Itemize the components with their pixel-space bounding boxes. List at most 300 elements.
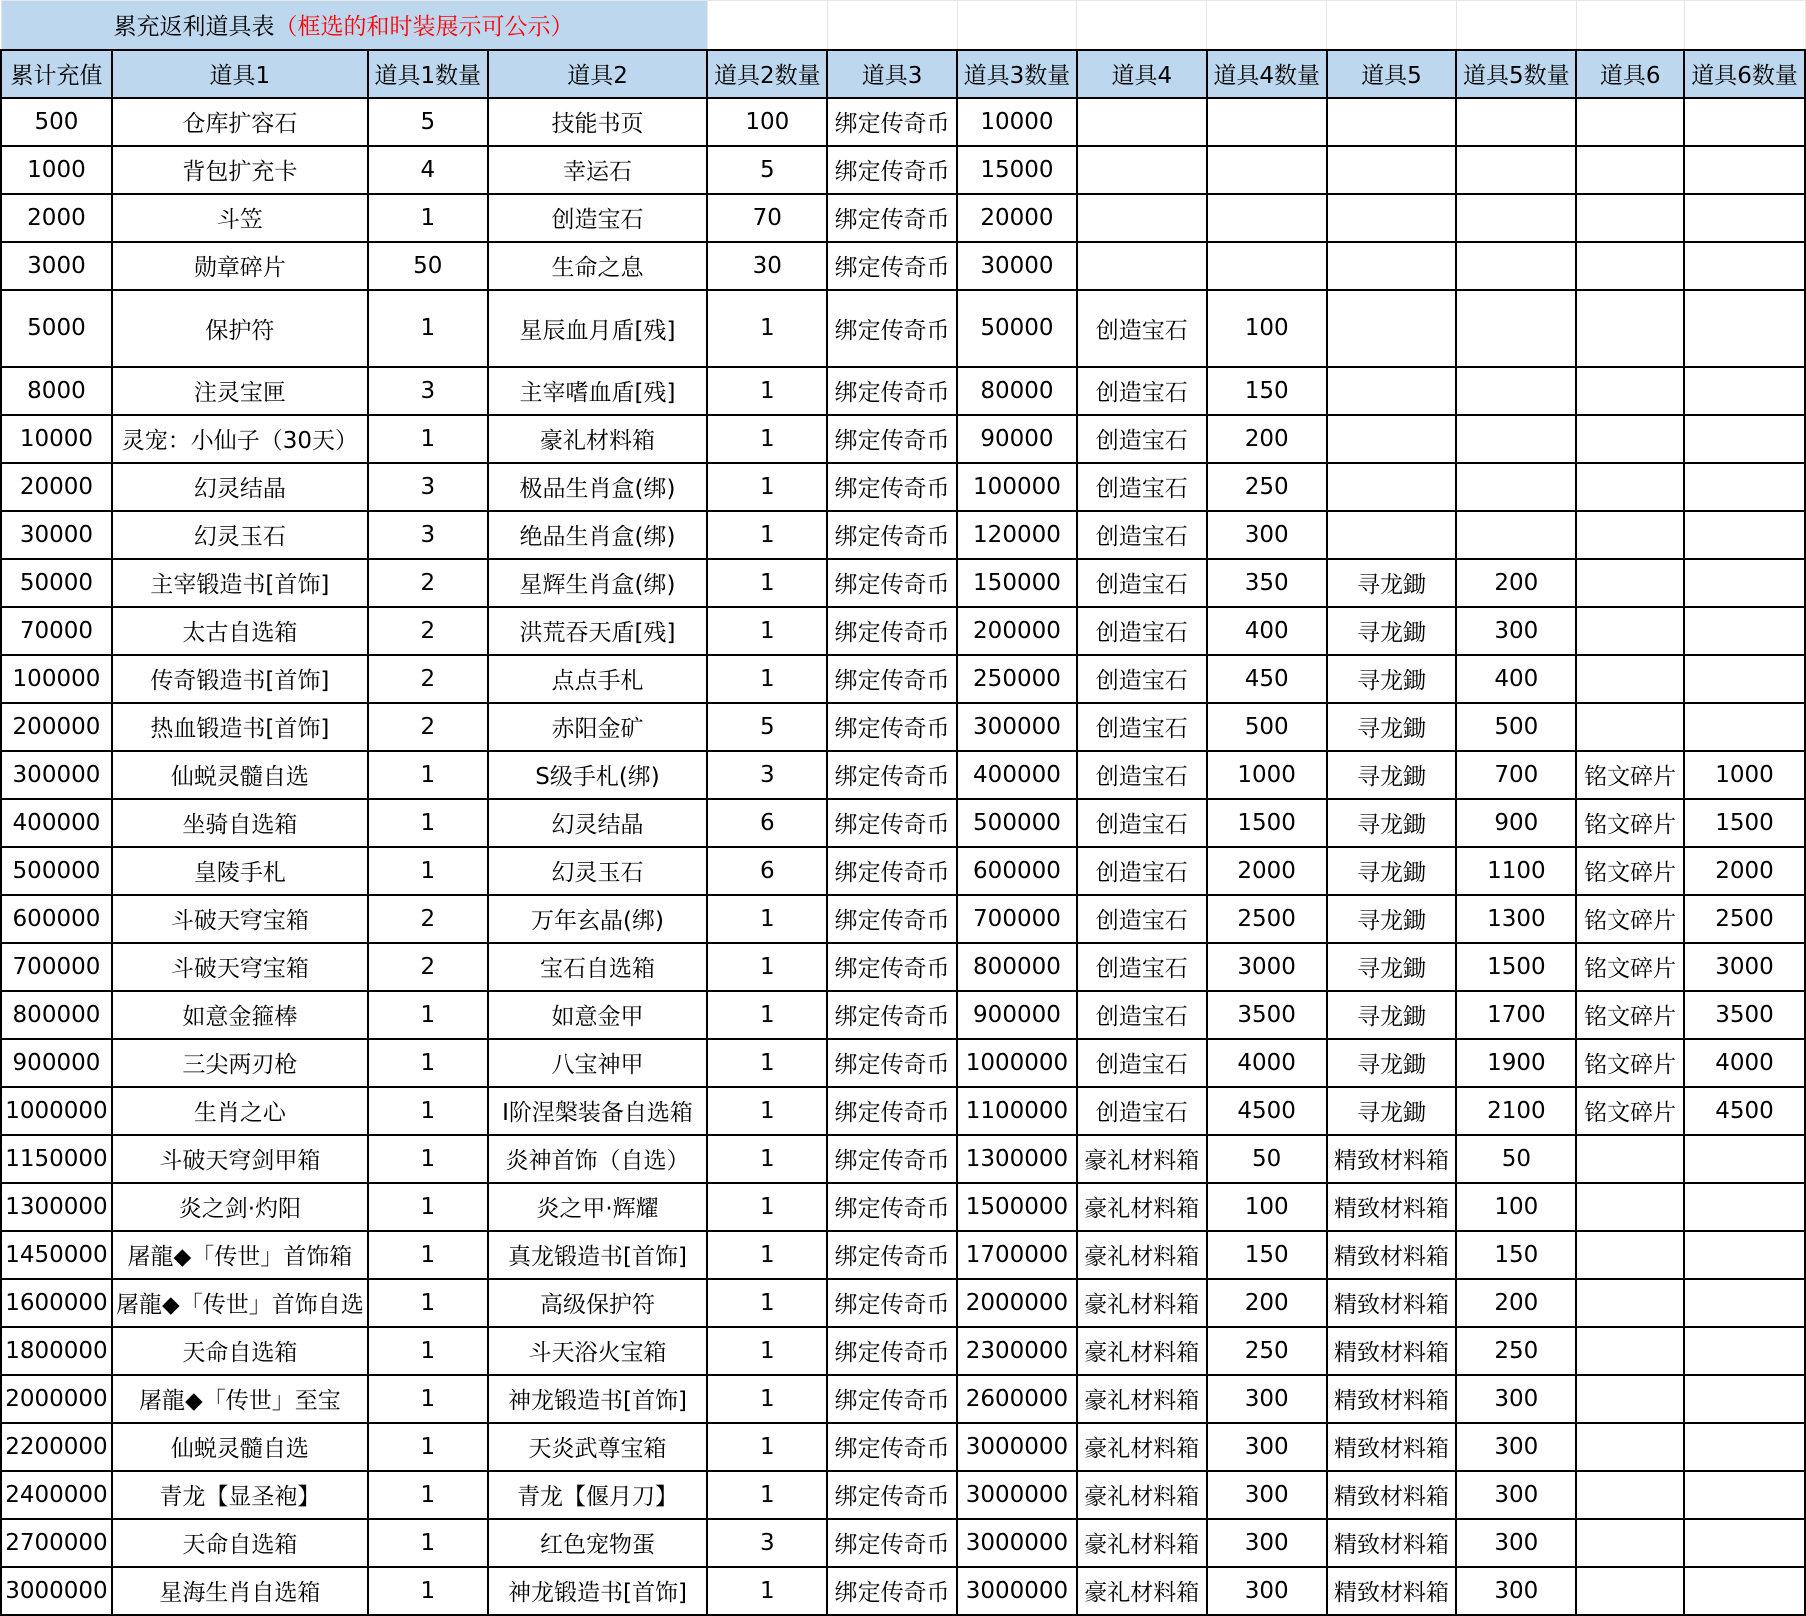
table-cell[interactable]: 主宰嗜血盾[残]	[488, 367, 708, 415]
table-cell[interactable]: 2300000	[957, 1327, 1077, 1375]
table-cell[interactable]: 500	[1207, 703, 1327, 751]
table-cell[interactable]	[1576, 703, 1684, 751]
table-cell[interactable]	[1456, 463, 1576, 511]
table-cell[interactable]: 绑定传奇币	[827, 895, 957, 943]
table-cell[interactable]: 幻灵结晶	[488, 799, 708, 847]
table-cell[interactable]: 1	[368, 799, 488, 847]
table-cell[interactable]: 300	[1456, 607, 1576, 655]
table-cell[interactable]	[1684, 1135, 1805, 1183]
table-cell[interactable]: 6	[707, 799, 827, 847]
table-cell[interactable]: 1800000	[1, 1327, 112, 1375]
table-cell[interactable]: 1	[707, 991, 827, 1039]
table-cell[interactable]: 八宝神甲	[488, 1039, 708, 1087]
table-cell[interactable]	[1327, 511, 1457, 559]
table-cell[interactable]: 绑定传奇币	[827, 242, 957, 290]
table-cell[interactable]: 寻龙鋤	[1327, 991, 1457, 1039]
table-cell[interactable]: 创造宝石	[1077, 655, 1207, 703]
table-cell[interactable]: 幸运石	[488, 146, 708, 194]
table-cell[interactable]: 主宰锻造书[首饰]	[112, 559, 368, 607]
table-cell[interactable]: 豪礼材料箱	[488, 415, 708, 463]
table-cell[interactable]: 精致材料箱	[1327, 1279, 1457, 1327]
table-cell[interactable]: 绝品生肖盒(绑)	[488, 511, 708, 559]
table-cell[interactable]: 1300	[1456, 895, 1576, 943]
table-cell[interactable]: 800000	[1, 991, 112, 1039]
table-cell[interactable]: 900000	[957, 991, 1077, 1039]
table-cell[interactable]: 1	[368, 290, 488, 367]
table-cell[interactable]: 2000000	[957, 1279, 1077, 1327]
table-cell[interactable]: 1500	[1684, 799, 1805, 847]
table-cell[interactable]: 创造宝石	[1077, 703, 1207, 751]
table-cell[interactable]: 豪礼材料箱	[1077, 1567, 1207, 1615]
table-cell[interactable]: 1000	[1207, 751, 1327, 799]
table-cell[interactable]: 豪礼材料箱	[1077, 1231, 1207, 1279]
table-cell[interactable]: 300	[1207, 1423, 1327, 1471]
table-cell[interactable]	[1684, 98, 1805, 146]
table-cell[interactable]: 200	[1207, 415, 1327, 463]
table-cell[interactable]: 1	[707, 1423, 827, 1471]
table-cell[interactable]: 铭文碎片	[1576, 847, 1684, 895]
table-cell[interactable]: 1	[368, 1279, 488, 1327]
header-cell[interactable]: 道具2数量	[707, 50, 827, 98]
table-cell[interactable]: 热血锻造书[首饰]	[112, 703, 368, 751]
table-cell[interactable]	[1077, 146, 1207, 194]
table-cell[interactable]: 10000	[1, 415, 112, 463]
table-cell[interactable]: 寻龙鋤	[1327, 607, 1457, 655]
table-cell[interactable]	[1576, 146, 1684, 194]
table-cell[interactable]: 铭文碎片	[1576, 991, 1684, 1039]
table-cell[interactable]: 1	[368, 751, 488, 799]
table-cell[interactable]	[1576, 1135, 1684, 1183]
table-cell[interactable]: 400	[1456, 655, 1576, 703]
table-cell[interactable]: 100	[1207, 1183, 1327, 1231]
table-cell[interactable]: 生肖之心	[112, 1087, 368, 1135]
table-cell[interactable]: 如意金甲	[488, 991, 708, 1039]
table-cell[interactable]: 50	[1207, 1135, 1327, 1183]
table-cell[interactable]: 1	[707, 1135, 827, 1183]
table-cell[interactable]: 1	[707, 1279, 827, 1327]
table-cell[interactable]: 幻灵结晶	[112, 463, 368, 511]
table-cell[interactable]: 绑定传奇币	[827, 1567, 957, 1615]
table-cell[interactable]: 2	[368, 895, 488, 943]
table-cell[interactable]: 铭文碎片	[1576, 943, 1684, 991]
table-cell[interactable]: 10000	[957, 98, 1077, 146]
table-cell[interactable]: 绑定传奇币	[827, 607, 957, 655]
table-cell[interactable]: 5	[707, 146, 827, 194]
table-cell[interactable]: 2	[368, 703, 488, 751]
empty-cell[interactable]	[957, 1, 1077, 50]
table-cell[interactable]: 绑定传奇币	[827, 367, 957, 415]
empty-cell[interactable]	[1684, 1, 1805, 50]
table-cell[interactable]: 创造宝石	[1077, 607, 1207, 655]
table-cell[interactable]: 1	[707, 607, 827, 655]
table-cell[interactable]	[1684, 463, 1805, 511]
table-cell[interactable]: 1700	[1456, 991, 1576, 1039]
table-cell[interactable]: 屠龍◆「传世」首饰自选	[112, 1279, 368, 1327]
table-cell[interactable]: 斗破天穹宝箱	[112, 943, 368, 991]
table-cell[interactable]: 1150000	[1, 1135, 112, 1183]
table-cell[interactable]: 3000	[1, 242, 112, 290]
table-cell[interactable]: 150000	[957, 559, 1077, 607]
table-cell[interactable]: 2400000	[1, 1471, 112, 1519]
table-cell[interactable]: 创造宝石	[1077, 1039, 1207, 1087]
table-cell[interactable]	[1684, 1423, 1805, 1471]
table-cell[interactable]: 30000	[1, 511, 112, 559]
table-cell[interactable]: 创造宝石	[1077, 511, 1207, 559]
table-cell[interactable]: S级手札(绑)	[488, 751, 708, 799]
table-cell[interactable]: 绑定传奇币	[827, 1327, 957, 1375]
table-cell[interactable]: 点点手札	[488, 655, 708, 703]
table-cell[interactable]: 3000	[1684, 943, 1805, 991]
table-cell[interactable]: 1	[368, 1087, 488, 1135]
table-cell[interactable]: 创造宝石	[1077, 415, 1207, 463]
table-cell[interactable]: 400000	[957, 751, 1077, 799]
table-cell[interactable]: 300	[1207, 1567, 1327, 1615]
table-cell[interactable]: 绑定传奇币	[827, 1279, 957, 1327]
table-cell[interactable]: 4000	[1684, 1039, 1805, 1087]
table-cell[interactable]	[1576, 1375, 1684, 1423]
table-cell[interactable]: 精致材料箱	[1327, 1327, 1457, 1375]
table-cell[interactable]: 绑定传奇币	[827, 1231, 957, 1279]
table-cell[interactable]: 1	[707, 1087, 827, 1135]
table-cell[interactable]: 100	[1456, 1183, 1576, 1231]
table-cell[interactable]	[1327, 98, 1457, 146]
table-cell[interactable]: 100	[1207, 290, 1327, 367]
table-cell[interactable]: 2700000	[1, 1519, 112, 1567]
table-cell[interactable]: 绑定传奇币	[827, 463, 957, 511]
table-cell[interactable]: 高级保护符	[488, 1279, 708, 1327]
table-cell[interactable]: 斗破天穹宝箱	[112, 895, 368, 943]
header-cell[interactable]: 道具3	[827, 50, 957, 98]
table-cell[interactable]	[1684, 1519, 1805, 1567]
table-cell[interactable]: 1	[707, 1471, 827, 1519]
table-cell[interactable]: 铭文碎片	[1576, 799, 1684, 847]
table-cell[interactable]: 寻龙鋤	[1327, 1039, 1457, 1087]
table-cell[interactable]: 1	[707, 1039, 827, 1087]
table-cell[interactable]: 寻龙鋤	[1327, 943, 1457, 991]
table-cell[interactable]: 1000	[1684, 751, 1805, 799]
table-cell[interactable]: 200	[1207, 1279, 1327, 1327]
table-cell[interactable]: 2600000	[957, 1375, 1077, 1423]
table-cell[interactable]: 太古自选箱	[112, 607, 368, 655]
table-cell[interactable]: 500000	[1, 847, 112, 895]
table-cell[interactable]: 500	[1456, 703, 1576, 751]
table-cell[interactable]: 2500	[1207, 895, 1327, 943]
table-cell[interactable]: 1450000	[1, 1231, 112, 1279]
table-cell[interactable]	[1684, 1231, 1805, 1279]
table-cell[interactable]: 2000	[1, 194, 112, 242]
header-cell[interactable]: 道具4数量	[1207, 50, 1327, 98]
table-cell[interactable]: 寻龙鋤	[1327, 847, 1457, 895]
header-cell[interactable]: 道具4	[1077, 50, 1207, 98]
table-cell[interactable]: 寻龙鋤	[1327, 751, 1457, 799]
empty-cell[interactable]	[1456, 1, 1576, 50]
table-cell[interactable]: 坐骑自选箱	[112, 799, 368, 847]
header-cell[interactable]: 道具3数量	[957, 50, 1077, 98]
table-cell[interactable]: 3500	[1684, 991, 1805, 1039]
table-cell[interactable]: 豪礼材料箱	[1077, 1423, 1207, 1471]
table-cell[interactable]: 创造宝石	[1077, 943, 1207, 991]
table-cell[interactable]: 250	[1207, 463, 1327, 511]
table-cell[interactable]: 20000	[1, 463, 112, 511]
table-cell[interactable]: 创造宝石	[1077, 367, 1207, 415]
table-cell[interactable]: 3000000	[957, 1567, 1077, 1615]
table-cell[interactable]: 300	[1456, 1567, 1576, 1615]
table-cell[interactable]: 300	[1456, 1375, 1576, 1423]
table-cell[interactable]: 精致材料箱	[1327, 1183, 1457, 1231]
table-cell[interactable]: 6	[707, 847, 827, 895]
table-cell[interactable]: 1	[368, 991, 488, 1039]
table-cell[interactable]	[1576, 415, 1684, 463]
table-cell[interactable]: 1	[368, 1135, 488, 1183]
header-cell[interactable]: 道具1数量	[368, 50, 488, 98]
header-cell[interactable]: 道具1	[112, 50, 368, 98]
table-cell[interactable]	[1327, 463, 1457, 511]
table-cell[interactable]: 神龙锻造书[首饰]	[488, 1567, 708, 1615]
table-cell[interactable]: 1	[707, 290, 827, 367]
table-cell[interactable]: 豪礼材料箱	[1077, 1519, 1207, 1567]
table-cell[interactable]: 5000	[1, 290, 112, 367]
table-cell[interactable]: 绑定传奇币	[827, 1423, 957, 1471]
table-cell[interactable]: 幻灵玉石	[488, 847, 708, 895]
table-cell[interactable]: 斗天浴火宝箱	[488, 1327, 708, 1375]
table-cell[interactable]: 绑定传奇币	[827, 1519, 957, 1567]
table-cell[interactable]	[1207, 194, 1327, 242]
table-cell[interactable]: 绑定传奇币	[827, 703, 957, 751]
table-cell[interactable]: 皇陵手札	[112, 847, 368, 895]
table-cell[interactable]: 三尖两刃枪	[112, 1039, 368, 1087]
table-cell[interactable]: 1	[368, 1519, 488, 1567]
table-cell[interactable]: 仓库扩容石	[112, 98, 368, 146]
table-cell[interactable]: 900	[1456, 799, 1576, 847]
table-cell[interactable]: 120000	[957, 511, 1077, 559]
table-cell[interactable]: 2200000	[1, 1423, 112, 1471]
table-cell[interactable]: 青龙【偃月刀】	[488, 1471, 708, 1519]
table-cell[interactable]: 屠龍◆「传世」至宝	[112, 1375, 368, 1423]
table-cell[interactable]: 1	[707, 1375, 827, 1423]
table-cell[interactable]: 绑定传奇币	[827, 1087, 957, 1135]
table-cell[interactable]: 精致材料箱	[1327, 1375, 1457, 1423]
table-cell[interactable]: 3000000	[957, 1423, 1077, 1471]
table-cell[interactable]: 1	[707, 895, 827, 943]
table-cell[interactable]: 豪礼材料箱	[1077, 1327, 1207, 1375]
table-cell[interactable]: 炎之甲·辉耀	[488, 1183, 708, 1231]
table-cell[interactable]: 300	[1456, 1471, 1576, 1519]
header-cell[interactable]: 道具6	[1576, 50, 1684, 98]
table-cell[interactable]	[1684, 367, 1805, 415]
table-cell[interactable]: 1000	[1, 146, 112, 194]
table-cell[interactable]: 400	[1207, 607, 1327, 655]
table-cell[interactable]: 400000	[1, 799, 112, 847]
empty-cell[interactable]	[1327, 1, 1457, 50]
table-cell[interactable]: 600000	[1, 895, 112, 943]
table-cell[interactable]: 绑定传奇币	[827, 290, 957, 367]
table-cell[interactable]	[1576, 1519, 1684, 1567]
table-cell[interactable]: 1	[368, 1567, 488, 1615]
table-cell[interactable]: 900000	[1, 1039, 112, 1087]
table-cell[interactable]: 3000	[1207, 943, 1327, 991]
table-cell[interactable]: 150	[1456, 1231, 1576, 1279]
table-cell[interactable]: 精致材料箱	[1327, 1567, 1457, 1615]
table-cell[interactable]: 1700000	[957, 1231, 1077, 1279]
table-cell[interactable]	[1456, 146, 1576, 194]
table-cell[interactable]: 铭文碎片	[1576, 1039, 1684, 1087]
table-cell[interactable]: 30	[707, 242, 827, 290]
table-cell[interactable]: 洪荒吞天盾[残]	[488, 607, 708, 655]
table-cell[interactable]: 300	[1207, 1471, 1327, 1519]
table-cell[interactable]: 屠龍◆「传世」首饰箱	[112, 1231, 368, 1279]
table-cell[interactable]	[1576, 1183, 1684, 1231]
table-cell[interactable]: 3	[368, 367, 488, 415]
table-cell[interactable]: 绑定传奇币	[827, 98, 957, 146]
table-cell[interactable]	[1576, 655, 1684, 703]
table-cell[interactable]: 注灵宝匣	[112, 367, 368, 415]
table-cell[interactable]: 绑定传奇币	[827, 799, 957, 847]
table-cell[interactable]: 2	[368, 655, 488, 703]
table-cell[interactable]	[1576, 463, 1684, 511]
table-cell[interactable]	[1576, 1423, 1684, 1471]
table-cell[interactable]: 3000000	[1, 1567, 112, 1615]
table-cell[interactable]: 1100000	[957, 1087, 1077, 1135]
table-cell[interactable]: 绑定传奇币	[827, 559, 957, 607]
table-cell[interactable]: 200000	[1, 703, 112, 751]
table-cell[interactable]: 创造宝石	[1077, 559, 1207, 607]
table-cell[interactable]: 1300000	[1, 1183, 112, 1231]
table-cell[interactable]: 创造宝石	[1077, 799, 1207, 847]
table-cell[interactable]: 100	[707, 98, 827, 146]
table-cell[interactable]: 500	[1, 98, 112, 146]
empty-cell[interactable]	[827, 1, 957, 50]
table-cell[interactable]: 1	[707, 943, 827, 991]
table-cell[interactable]: 绑定传奇币	[827, 991, 957, 1039]
table-cell[interactable]: 4500	[1684, 1087, 1805, 1135]
table-cell[interactable]: 3	[707, 1519, 827, 1567]
table-cell[interactable]: 1	[368, 1423, 488, 1471]
table-cell[interactable]	[1684, 242, 1805, 290]
table-cell[interactable]	[1077, 242, 1207, 290]
table-cell[interactable]: 100000	[1, 655, 112, 703]
table-cell[interactable]: 200000	[957, 607, 1077, 655]
table-cell[interactable]: 1900	[1456, 1039, 1576, 1087]
table-cell[interactable]: 铭文碎片	[1576, 751, 1684, 799]
table-cell[interactable]: 3500	[1207, 991, 1327, 1039]
table-cell[interactable]: 800000	[957, 943, 1077, 991]
table-cell[interactable]: 5	[707, 703, 827, 751]
table-cell[interactable]: 绑定传奇币	[827, 847, 957, 895]
table-cell[interactable]: 宝石自选箱	[488, 943, 708, 991]
empty-cell[interactable]	[1207, 1, 1327, 50]
table-cell[interactable]	[1576, 194, 1684, 242]
table-cell[interactable]: 精致材料箱	[1327, 1519, 1457, 1567]
table-cell[interactable]: 青龙【显圣袍】	[112, 1471, 368, 1519]
table-cell[interactable]: 绑定传奇币	[827, 511, 957, 559]
table-cell[interactable]: 绑定传奇币	[827, 1471, 957, 1519]
sheet-title-cell[interactable]	[1, 1, 707, 50]
table-cell[interactable]: 150	[1207, 1231, 1327, 1279]
table-cell[interactable]: 1500000	[957, 1183, 1077, 1231]
table-cell[interactable]: 1000000	[1, 1087, 112, 1135]
table-cell[interactable]	[1207, 98, 1327, 146]
table-cell[interactable]: 1	[707, 1183, 827, 1231]
table-cell[interactable]	[1456, 98, 1576, 146]
table-cell[interactable]: 生命之息	[488, 242, 708, 290]
table-cell[interactable]: 1	[707, 655, 827, 703]
table-cell[interactable]: 赤阳金矿	[488, 703, 708, 751]
table-cell[interactable]: 300	[1207, 511, 1327, 559]
table-cell[interactable]: 技能书页	[488, 98, 708, 146]
table-cell[interactable]: 1	[707, 1567, 827, 1615]
table-cell[interactable]: 精致材料箱	[1327, 1231, 1457, 1279]
header-cell[interactable]: 道具5	[1327, 50, 1457, 98]
table-cell[interactable]	[1576, 511, 1684, 559]
table-cell[interactable]: 寻龙鋤	[1327, 559, 1457, 607]
table-cell[interactable]: 灵宠：小仙子（30天）	[112, 415, 368, 463]
table-cell[interactable]	[1684, 1471, 1805, 1519]
table-cell[interactable]	[1684, 1279, 1805, 1327]
table-cell[interactable]: 1100	[1456, 847, 1576, 895]
table-cell[interactable]: 50	[1456, 1135, 1576, 1183]
table-cell[interactable]	[1684, 655, 1805, 703]
table-cell[interactable]: 250	[1207, 1327, 1327, 1375]
table-cell[interactable]: 斗笠	[112, 194, 368, 242]
table-cell[interactable]: 星辉生肖盒(绑)	[488, 559, 708, 607]
table-cell[interactable]: 仙蜕灵髓自选	[112, 751, 368, 799]
empty-cell[interactable]	[707, 1, 827, 50]
empty-cell[interactable]	[1576, 1, 1684, 50]
table-cell[interactable]: 1	[368, 1183, 488, 1231]
table-cell[interactable]	[1576, 98, 1684, 146]
table-cell[interactable]: 豪礼材料箱	[1077, 1183, 1207, 1231]
table-cell[interactable]: 1	[707, 1231, 827, 1279]
table-cell[interactable]: 万年玄晶(绑)	[488, 895, 708, 943]
table-cell[interactable]: 15000	[957, 146, 1077, 194]
table-cell[interactable]	[1576, 1279, 1684, 1327]
empty-cell[interactable]	[1077, 1, 1207, 50]
table-cell[interactable]: 铭文碎片	[1576, 1087, 1684, 1135]
table-cell[interactable]: 3	[368, 463, 488, 511]
table-cell[interactable]: 3	[707, 751, 827, 799]
table-cell[interactable]: 300	[1207, 1375, 1327, 1423]
table-cell[interactable]: 350	[1207, 559, 1327, 607]
table-cell[interactable]: 30000	[957, 242, 1077, 290]
table-cell[interactable]: 20000	[957, 194, 1077, 242]
table-cell[interactable]: 90000	[957, 415, 1077, 463]
table-cell[interactable]: 1	[707, 559, 827, 607]
table-cell[interactable]: 豪礼材料箱	[1077, 1375, 1207, 1423]
table-cell[interactable]: 4000	[1207, 1039, 1327, 1087]
table-cell[interactable]	[1684, 559, 1805, 607]
table-cell[interactable]	[1684, 1567, 1805, 1615]
table-cell[interactable]	[1576, 290, 1684, 367]
table-cell[interactable]: 2	[368, 559, 488, 607]
table-cell[interactable]: Ⅰ阶涅槃装备自选箱	[488, 1087, 708, 1135]
table-cell[interactable]: 仙蜕灵髓自选	[112, 1423, 368, 1471]
table-cell[interactable]: 1000000	[957, 1039, 1077, 1087]
table-cell[interactable]: 炎之剑·灼阳	[112, 1183, 368, 1231]
table-cell[interactable]: 绑定传奇币	[827, 146, 957, 194]
table-cell[interactable]: 创造宝石	[488, 194, 708, 242]
table-cell[interactable]: 2000	[1684, 847, 1805, 895]
table-cell[interactable]	[1456, 511, 1576, 559]
table-cell[interactable]	[1077, 194, 1207, 242]
table-cell[interactable]: 3000000	[957, 1519, 1077, 1567]
header-cell[interactable]: 道具2	[488, 50, 708, 98]
table-cell[interactable]: 1600000	[1, 1279, 112, 1327]
table-cell[interactable]: 1	[707, 463, 827, 511]
table-cell[interactable]: 700000	[957, 895, 1077, 943]
table-cell[interactable]	[1207, 146, 1327, 194]
table-cell[interactable]: 2000000	[1, 1375, 112, 1423]
table-cell[interactable]: 300	[1456, 1519, 1576, 1567]
